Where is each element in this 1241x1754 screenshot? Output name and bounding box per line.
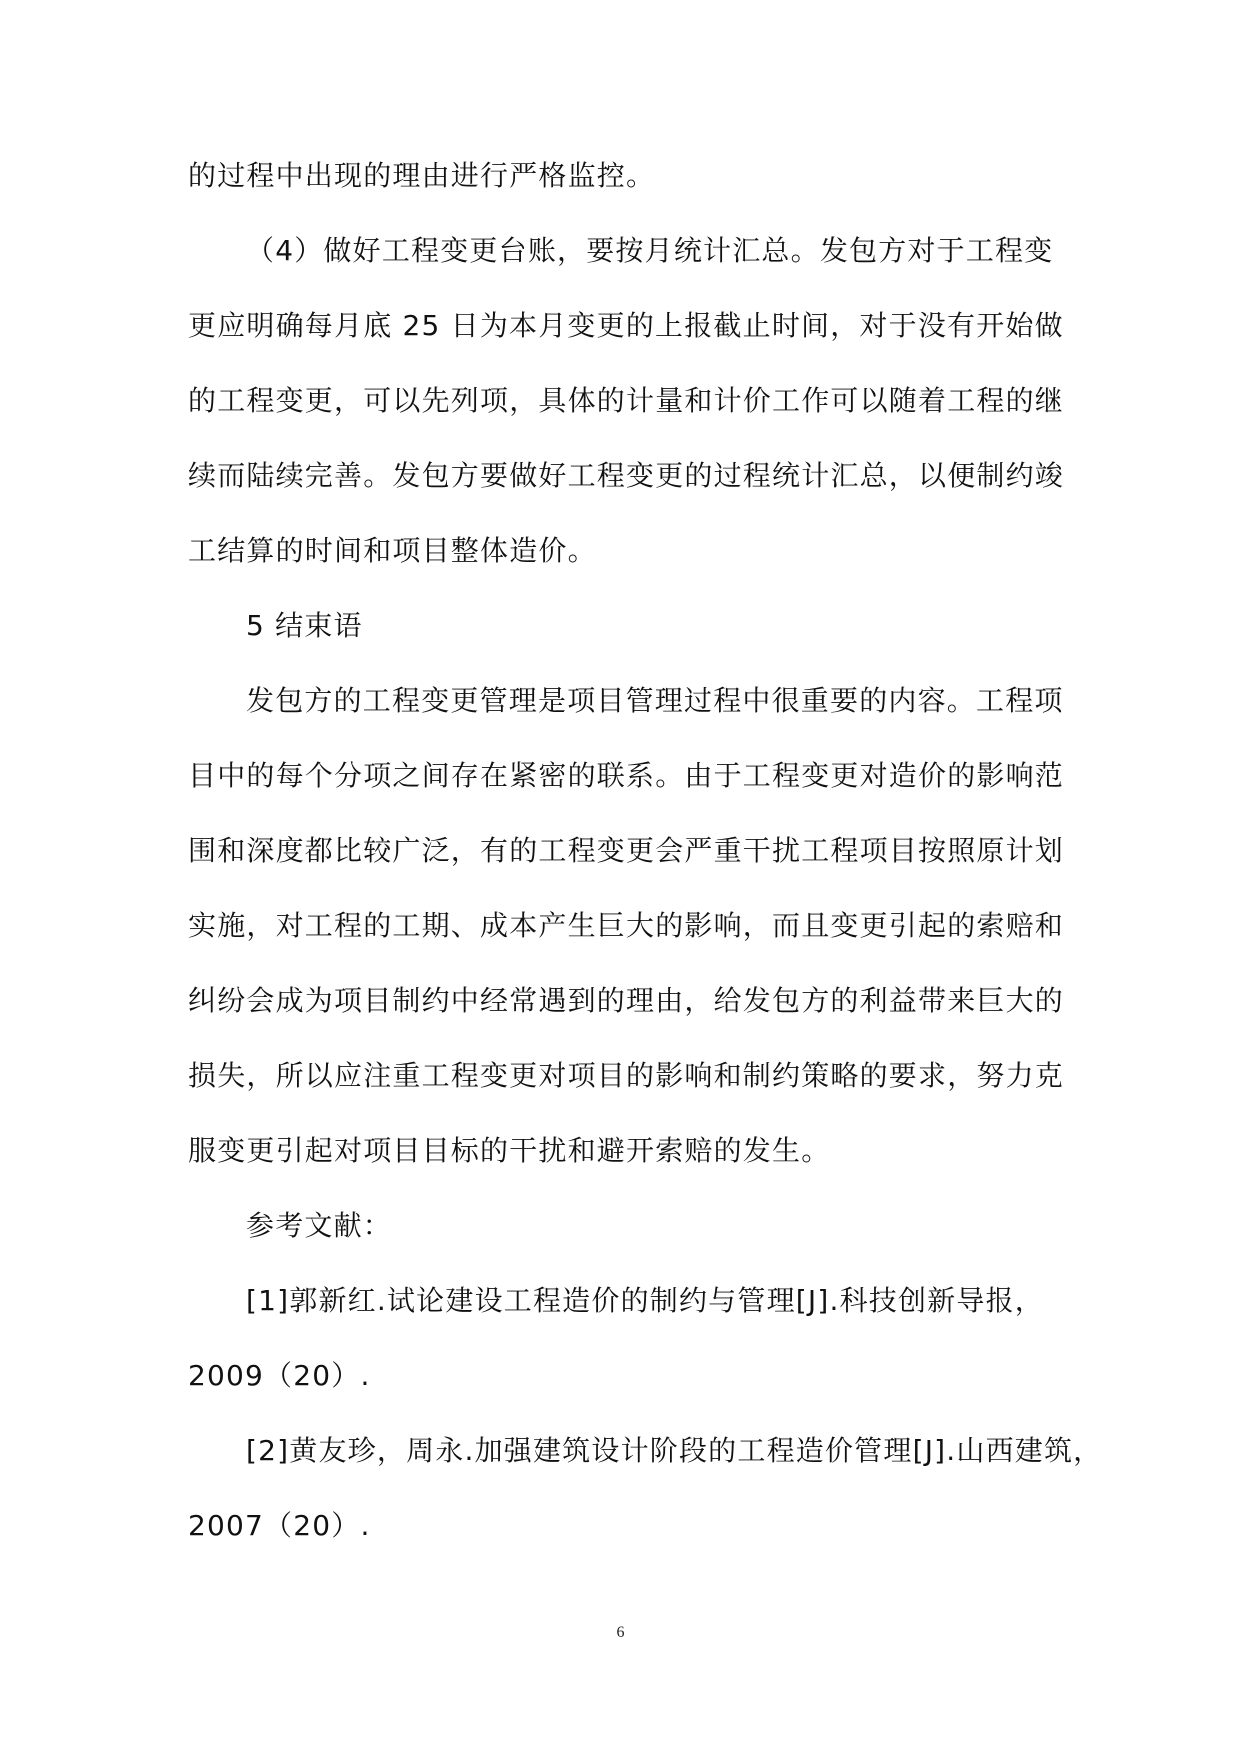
references-heading: 参考文献：	[246, 1209, 393, 1242]
text-line-11: 实施，对工程的工期、成本产生巨大的影响，而且变更引起的索赔和	[188, 909, 1065, 942]
text-line-10: 围和深度都比较广泛，有的工程变更会严重干扰工程项目按照原计划	[188, 834, 1065, 867]
reference-2: [2]黄友珍，周永.加强建筑设计阶段的工程造价管理[J].山西建筑，	[246, 1434, 1103, 1467]
reference-1-continued: 2009（20）.	[188, 1359, 371, 1392]
text-line-2: （4）做好工程变更台账，要按月统计汇总。发包方对于工程变	[246, 234, 1054, 267]
text-line-4: 的工程变更，可以先列项，具体的计量和计价工作可以随着工程的继	[188, 384, 1065, 417]
text-line-3: 更应明确每月底 25 日为本月变更的上报截止时间，对于没有开始做	[188, 309, 1064, 342]
text-line-6: 工结算的时间和项目整体造价。	[188, 534, 597, 567]
reference-1: [1]郭新红.试论建设工程造价的制约与管理[J].科技创新导报，	[246, 1284, 1044, 1317]
text-line-5: 续而陆续完善。发包方要做好工程变更的过程统计汇总，以便制约竣	[188, 459, 1065, 492]
page-number: 6	[616, 1624, 625, 1641]
text-line-12: 纠纷会成为项目制约中经常遇到的理由，给发包方的利益带来巨大的	[188, 984, 1065, 1017]
text-line-13: 损失，所以应注重工程变更对项目的影响和制约策略的要求，努力克	[188, 1059, 1065, 1092]
section-heading: 5 结束语	[246, 609, 363, 642]
text-line-1: 的过程中出现的理由进行严格监控。	[188, 159, 656, 192]
text-line-8: 发包方的工程变更管理是项目管理过程中很重要的内容。工程项	[246, 684, 1064, 717]
reference-2-continued: 2007（20）.	[188, 1509, 371, 1542]
text-line-9: 目中的每个分项之间存在紧密的联系。由于工程变更对造价的影响范	[188, 759, 1065, 792]
text-line-14: 服变更引起对项目目标的干扰和避开索赔的发生。	[188, 1134, 831, 1167]
document-body	[188, 138, 1103, 1563]
